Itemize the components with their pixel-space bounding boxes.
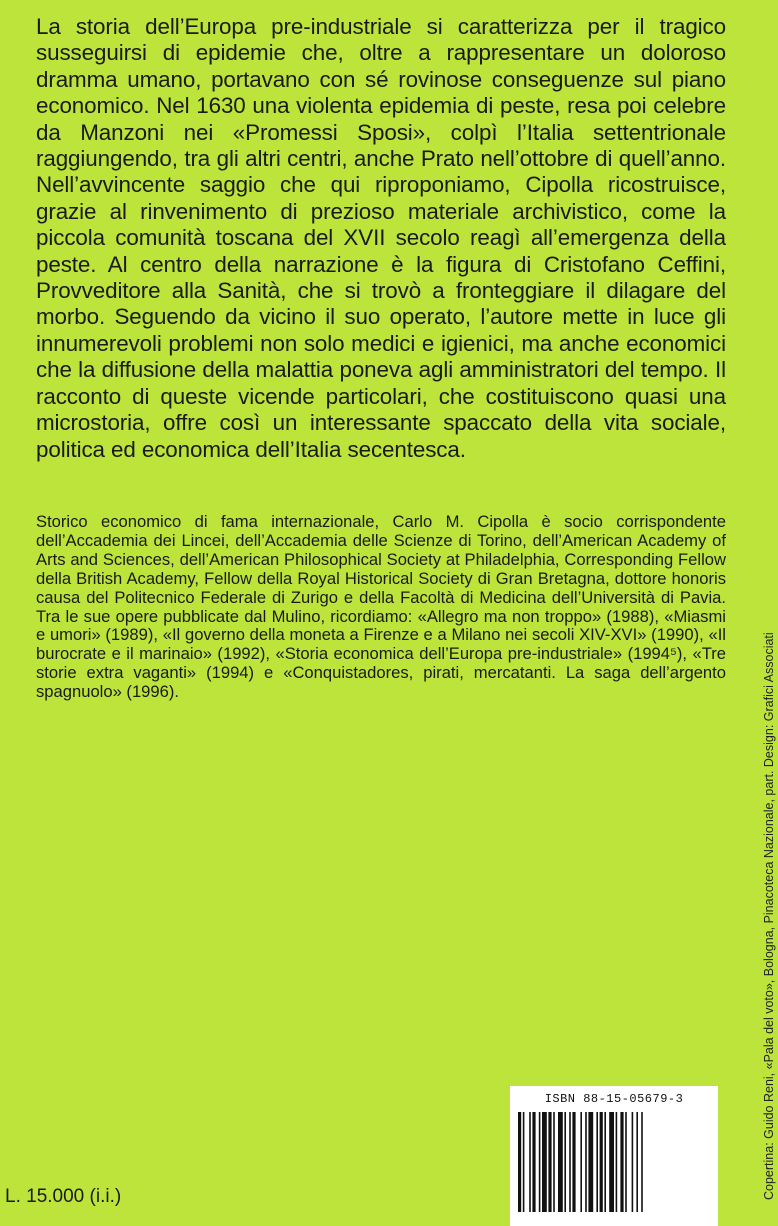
cover-credits: Copertina: Guido Reni, «Pala del voto», Bologna, Pinacoteca Nazionale, part. Design: Grafici Associati <box>762 632 776 1200</box>
author-bio: Storico economico di fama internazionale, Carlo M. Cipolla è socio corrispondente dell’Accademia dei Lincei, dell’Accademia delle Scienze di Torino, dell’American Academy of Arts and Sciences, dell’American Philosophical Society at Philadelphia, Corresponding Fellow della British Academy, Fellow della Royal Historical Society di Gran Bretagna, dottore honoris causa del Politecnico Federale di Zurigo e della Facoltà di Medicina dell’Università di Pavia. Tra le sue opere pubblicate dal Mulino, ricordiamo: «Allegro ma non troppo» (1988), «Miasmi e umori» (1989), «Il governo della moneta a Firenze e a Milano nei secoli XIV-XVI» (1990), «Il burocrate e il marinaio» (1992), «Storia economica dell’Europa pre-industriale» (1994⁵), «Tre storie extra vaganti» (1994) e «Conquistadores, pirati, mercatanti. La saga dell’argento spagnuolo» (1996). <box>36 512 726 702</box>
barcode-bars <box>518 1112 710 1212</box>
back-cover-blurb: La storia dell’Europa pre-industriale si caratterizza per il tragico susseguirsi di epidemie che, oltre a rappresentare un doloroso dramma umano, portavano con sé rovinose conseguenze sul piano economico. Nel 1630 una violenta epidemia di peste, resa poi celebre da Manzoni nei «Promessi Sposi», colpì l’Italia settentrionale raggiungendo, tra gli altri centri, anche Prato nell’ottobre di quell’anno. Nell’avvincente saggio che qui riproponiamo, Cipolla ricostruisce, grazie al rinvenimento di prezioso materiale archivistico, come la piccola comunità toscana del XVII secolo reagì all’emergenza della peste. Al centro della narrazione è la figura di Cristofano Ceffini, Provveditore alla Sanità, che si trovò a fronteggiare il dilagare del morbo. Seguendo da vicino il suo operato, l’autore mette in luce gli innumerevoli problemi non solo medici e igienici, ma anche economici che la diffusione della malattia poneva agli amministratori del tempo. Il racconto di queste vicende particolari, che costituiscono quasi una microstoria, offre così un interessante spaccato della vita sociale, politica ed economica dell’Italia secentesca. <box>36 14 726 462</box>
isbn-label: ISBN 88-15-05679-3 <box>544 1092 684 1106</box>
price: L. 15.000 (i.i.) <box>5 1186 122 1207</box>
barcode <box>510 1086 718 1226</box>
